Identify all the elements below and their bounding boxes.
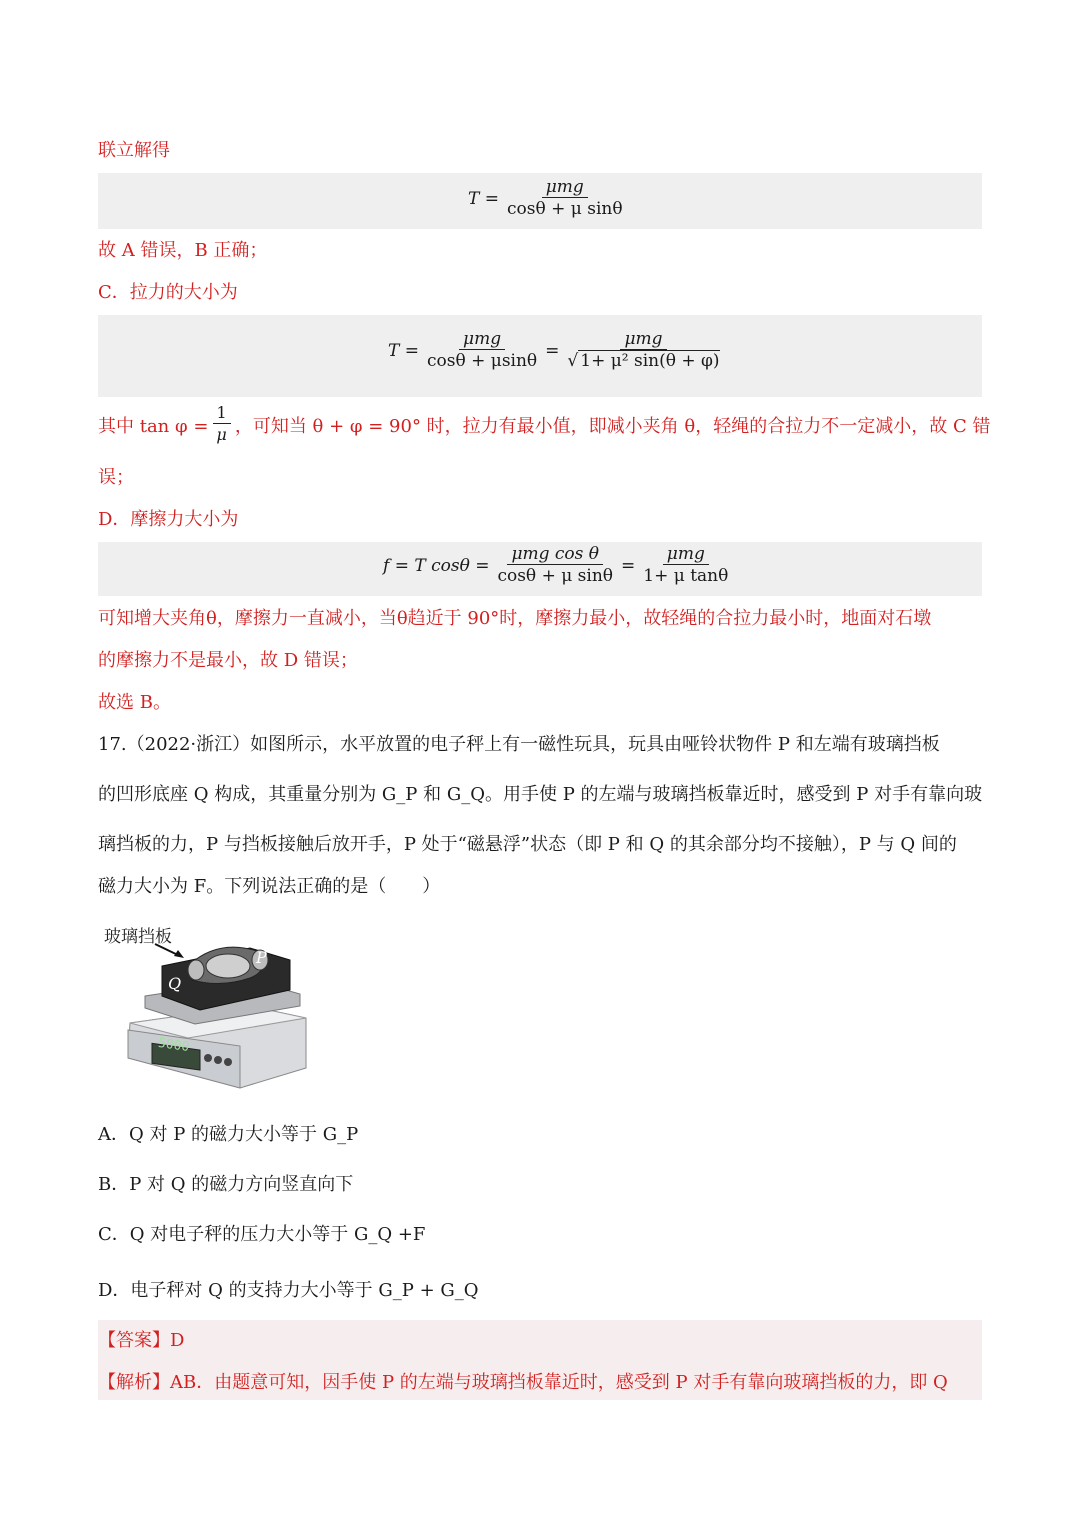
option-a: A．Q 对 P 的磁力大小等于 G_P [98, 1124, 359, 1145]
figure-label-glass-plate: 玻璃挡板 [104, 927, 172, 947]
solution-line-4: 其中 tan φ = $\frac{1}{\mu}$ ，可知当 θ + φ = 90° 时，拉力有最小值，即减小夹角 θ，轻绳的合拉力不一定减小，故 C 错 [98, 403, 991, 444]
solution-line-3: C．拉力的大小为 [98, 282, 238, 303]
equation-3: f = T cosθ = $\frac{\text{μmg cos θ}}{\text{cosθ + μ sinθ}}$ = $\frac{\text{μmg}}{\text{1+ μ tanθ}}$ [383, 544, 729, 586]
solution-line-7: 可知增大夹角θ，摩擦力一直减小，当θ趋近于 90°时，摩擦力最小，故轻绳的合拉力最小时，地面对石墩 [98, 608, 932, 629]
solution-line-8: 的摩擦力不是最小，故 D 错误； [98, 650, 358, 671]
solution-line-6: D．摩擦力大小为 [98, 509, 239, 530]
equation-band-1 [98, 173, 982, 229]
solution-line-9: 故选 B。 [98, 692, 171, 713]
equation-1: T = $\frac{\text{μmg}}{\text{cosθ + μ sinθ}}$ [468, 177, 623, 219]
equation-band-3 [98, 542, 982, 596]
option-c: C．Q 对电子秤的压力大小等于 G_Q +F [98, 1224, 426, 1245]
question-line-2: 的凹形底座 Q 构成，其重量分别为 G_P 和 G_Q。用手使 P 的左端与玻璃挡板靠近时，感受到 P 对手有靠向玻 [98, 784, 983, 805]
scale-figure [100, 918, 320, 1098]
explanation-line: 【解析】AB．由题意可知，因手使 P 的左端与玻璃挡板靠近时，感受到 P 对手有靠向玻璃挡板的力，即 Q [98, 1372, 948, 1393]
equation-band-2 [98, 315, 982, 397]
figure-label-p: P [256, 948, 267, 967]
option-d: D．电子秤对 Q 的支持力大小等于 G_P + G_Q [98, 1280, 479, 1301]
figure-label-q: Q [168, 974, 182, 993]
solution-line-5: 误； [98, 467, 134, 488]
equation-2: T = $\frac{\text{μmg}}{\cos\theta + \mu\sin\theta}$ = $\frac{\text{μmg}}{\text{√ 1+ μ² sin(θ + φ)}}$ [388, 329, 720, 371]
scale-drawing [100, 918, 320, 1098]
question-line-3: 璃挡板的力，P 与挡板接触后放开手，P 处于“磁悬浮”状态（即 P 和 Q 的其余部分均不接触），P 与 Q 间的 [98, 834, 957, 855]
solution-line-2: 故 A 错误，B 正确； [98, 240, 268, 261]
scale-display-reading: 5000 [157, 1035, 191, 1056]
solution-line-1: 联立解得 [98, 140, 170, 161]
question-line-4: 磁力大小为 F。下列说法正确的是（ ） [98, 876, 441, 897]
answer-line: 【答案】D [98, 1330, 185, 1351]
question-line-1: 17.（2022·浙江）如图所示，水平放置的电子秤上有一磁性玩具，玩具由哑铃状物件 P 和左端有玻璃挡板 [98, 734, 940, 755]
option-b: B．P 对 Q 的磁力方向竖直向下 [98, 1174, 354, 1195]
